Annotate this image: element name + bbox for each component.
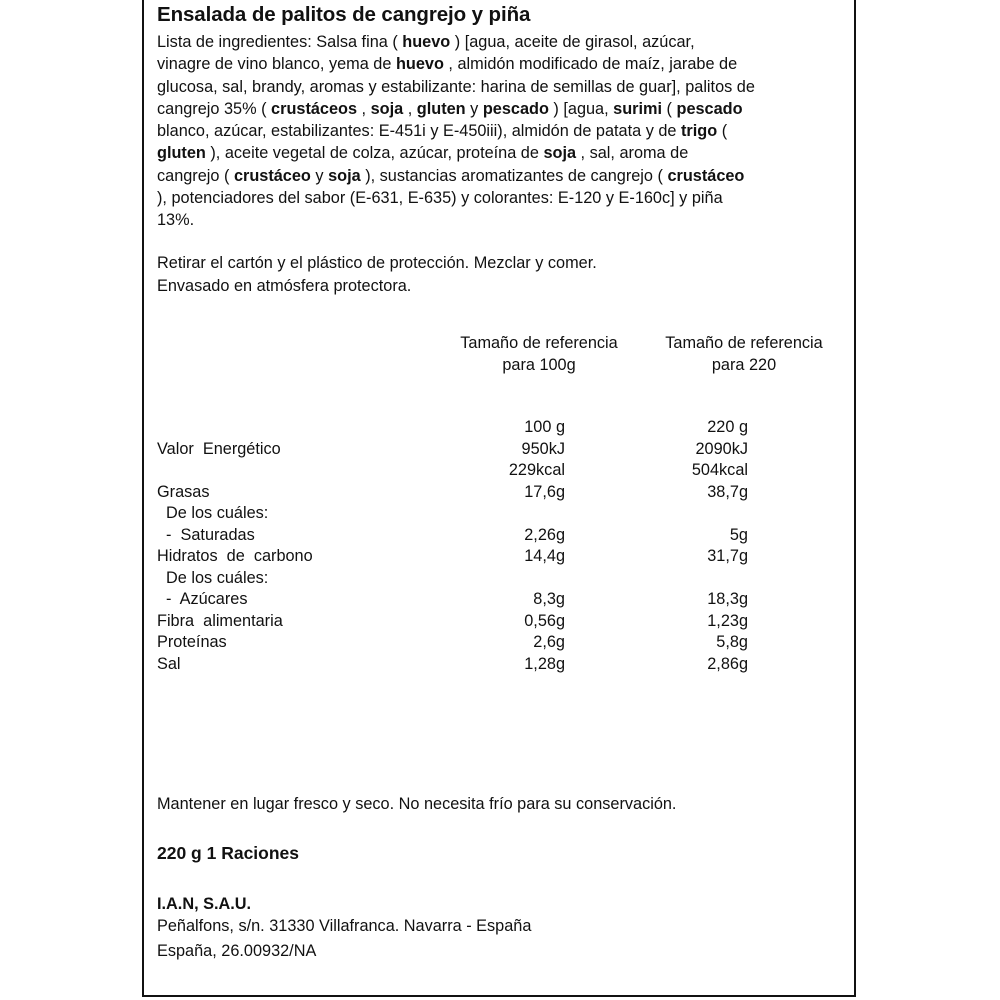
ingredients-text: ( (717, 122, 728, 141)
ingredients-text: cangrejo 35% ( (157, 99, 272, 118)
ingredients-text: y (465, 99, 483, 118)
ingredients-line (157, 120, 847, 142)
nutrition-row (0, 504, 1000, 525)
company-name: I.A.N, S.A.U. (157, 895, 252, 913)
packaging-note: Envasado en atmósfera protectora. (157, 277, 412, 295)
value-per-220g: 38,7g (707, 482, 748, 501)
nutrition-row (0, 483, 1000, 504)
ingredients-text: , sal, aroma de (576, 144, 689, 163)
value-per-100g: 8,3g (533, 590, 565, 608)
value-per-100g: 229kcal (508, 461, 565, 479)
allergen: crustáceos (271, 99, 358, 118)
nutrient-label: Valor Energético (157, 439, 281, 458)
allergen: crustáceo (233, 166, 311, 185)
value-per-100g: 100 g (524, 418, 565, 436)
ingredients-text: ), sustancias aromatizantes de cangrejo ( (360, 166, 668, 185)
column-header-220 (652, 332, 836, 376)
nutrient-label: Hidratos de carbono (157, 547, 313, 565)
nutrition-row (0, 633, 1000, 654)
ingredients-text: y (310, 166, 329, 185)
nutrient-label: De los cuáles: (157, 504, 269, 522)
allergen: huevo (402, 33, 451, 51)
value-per-100g: 2,6g (533, 633, 565, 651)
nutrition-row (0, 440, 1000, 461)
ingredients-list (157, 31, 847, 232)
nutrition-row (0, 590, 1000, 611)
ingredients-line (157, 76, 847, 98)
storage-note: Mantener en lugar fresco y seco. No necesita frío para su conservación. (157, 795, 677, 813)
nutrition-row (0, 655, 1000, 676)
ingredients-line (157, 209, 847, 231)
column-header-100g-line1: Tamaño de referencia (460, 334, 618, 352)
ingredients-text: ), potenciadores del sabor (E-631, E-635) y colorantes: E-120 y E-160c] y piña (157, 189, 723, 208)
ingredients-line (157, 165, 847, 187)
value-per-220g: 2,86g (707, 654, 748, 673)
ingredients-text: glucosa, sal, brandy, aromas y estabilizante: harina de semillas de guar], palitos de (157, 77, 755, 96)
nutrient-label: Grasas (157, 482, 210, 501)
ingredients-text: vinagre de vino blanco, yema de (157, 55, 396, 74)
value-per-220g: 504kcal (691, 461, 748, 479)
nutrition-row (0, 547, 1000, 568)
value-per-220g: 2090kJ (695, 439, 748, 458)
company-address: Peñalfons, s/n. 31330 Villafranca. Navarra - España (157, 917, 532, 935)
allergen: pescado (676, 99, 743, 118)
nutrient-label: Proteínas (157, 633, 227, 651)
nutrient-label: - Azúcares (157, 590, 248, 608)
ingredients-text: 13%. (157, 211, 195, 230)
nutrition-row (0, 612, 1000, 633)
ingredients-text: , almidón modificado de maíz, jarabe de (443, 55, 738, 74)
value-per-220g: 18,3g (707, 590, 748, 608)
nutrient-label: Fibra alimentaria (157, 611, 283, 630)
nutrition-row (0, 461, 1000, 482)
value-per-100g: 950kJ (521, 439, 565, 458)
ingredients-line (157, 98, 847, 120)
nutrition-row (0, 526, 1000, 547)
allergen: gluten (157, 144, 206, 163)
ingredients-line (157, 142, 847, 164)
value-per-100g: 1,28g (524, 654, 565, 673)
nutrition-row (0, 569, 1000, 590)
product-title: Ensalada de palitos de cangrejo y piña (157, 3, 531, 26)
allergen: soja (328, 166, 361, 185)
value-per-100g: 14,4g (524, 547, 565, 565)
allergen: gluten (416, 99, 466, 118)
nutrition-row (0, 418, 1000, 439)
ingredients-text: cangrejo ( (157, 166, 234, 185)
allergen: pescado (482, 99, 549, 118)
ingredients-text: ( (662, 99, 677, 118)
value-per-220g: 5,8g (716, 633, 748, 651)
value-per-220g: 1,23g (707, 611, 748, 630)
allergen: surimi (613, 99, 663, 118)
allergen: crustáceo (667, 166, 745, 185)
ingredients-text: , (403, 99, 417, 118)
ingredients-text: ), aceite vegetal de colza, azúcar, proteína de (205, 144, 544, 163)
ingredients-text: , (357, 99, 371, 118)
allergen: soja (543, 144, 577, 163)
ingredients-text: ) [agua, aceite de girasol, azúcar, (450, 33, 695, 51)
value-per-220g: 5g (729, 525, 748, 544)
allergen: soja (370, 99, 404, 118)
ingredients-line (157, 53, 847, 75)
sanitary-registry: España, 26.00932/NA (157, 942, 317, 960)
value-per-100g: 17,6g (524, 482, 565, 501)
column-header-100g (447, 332, 631, 376)
nutrient-label: - Saturadas (157, 525, 255, 544)
value-per-100g: 2,26g (524, 525, 565, 544)
nutrient-label: De los cuáles: (157, 568, 269, 587)
allergen: trigo (681, 122, 718, 141)
value-per-220g: 31,7g (707, 547, 748, 565)
ingredients-text: ) [agua, (548, 99, 614, 118)
column-header-100g-line2: para 100g (502, 356, 576, 374)
ingredients-line (157, 31, 847, 53)
portion-info: 220 g 1 Raciones (157, 843, 300, 863)
allergen: huevo (395, 55, 444, 74)
ingredients-text: Lista de ingredientes: Salsa fina ( (157, 33, 403, 51)
nutrient-label: Sal (157, 654, 181, 673)
ingredients-text: blanco, azúcar, estabilizantes: E-451i y E-450iii), almidón de patata y de (157, 122, 682, 141)
preparation-instructions: Retirar el cartón y el plástico de protección. Mezclar y comer. (157, 254, 597, 272)
value-per-220g: 220 g (707, 418, 748, 436)
value-per-100g: 0,56g (524, 611, 565, 630)
ingredients-line (157, 187, 847, 209)
column-header-220-line1: Tamaño de referencia (665, 334, 823, 352)
column-header-220-line2: para 220 (711, 356, 777, 374)
